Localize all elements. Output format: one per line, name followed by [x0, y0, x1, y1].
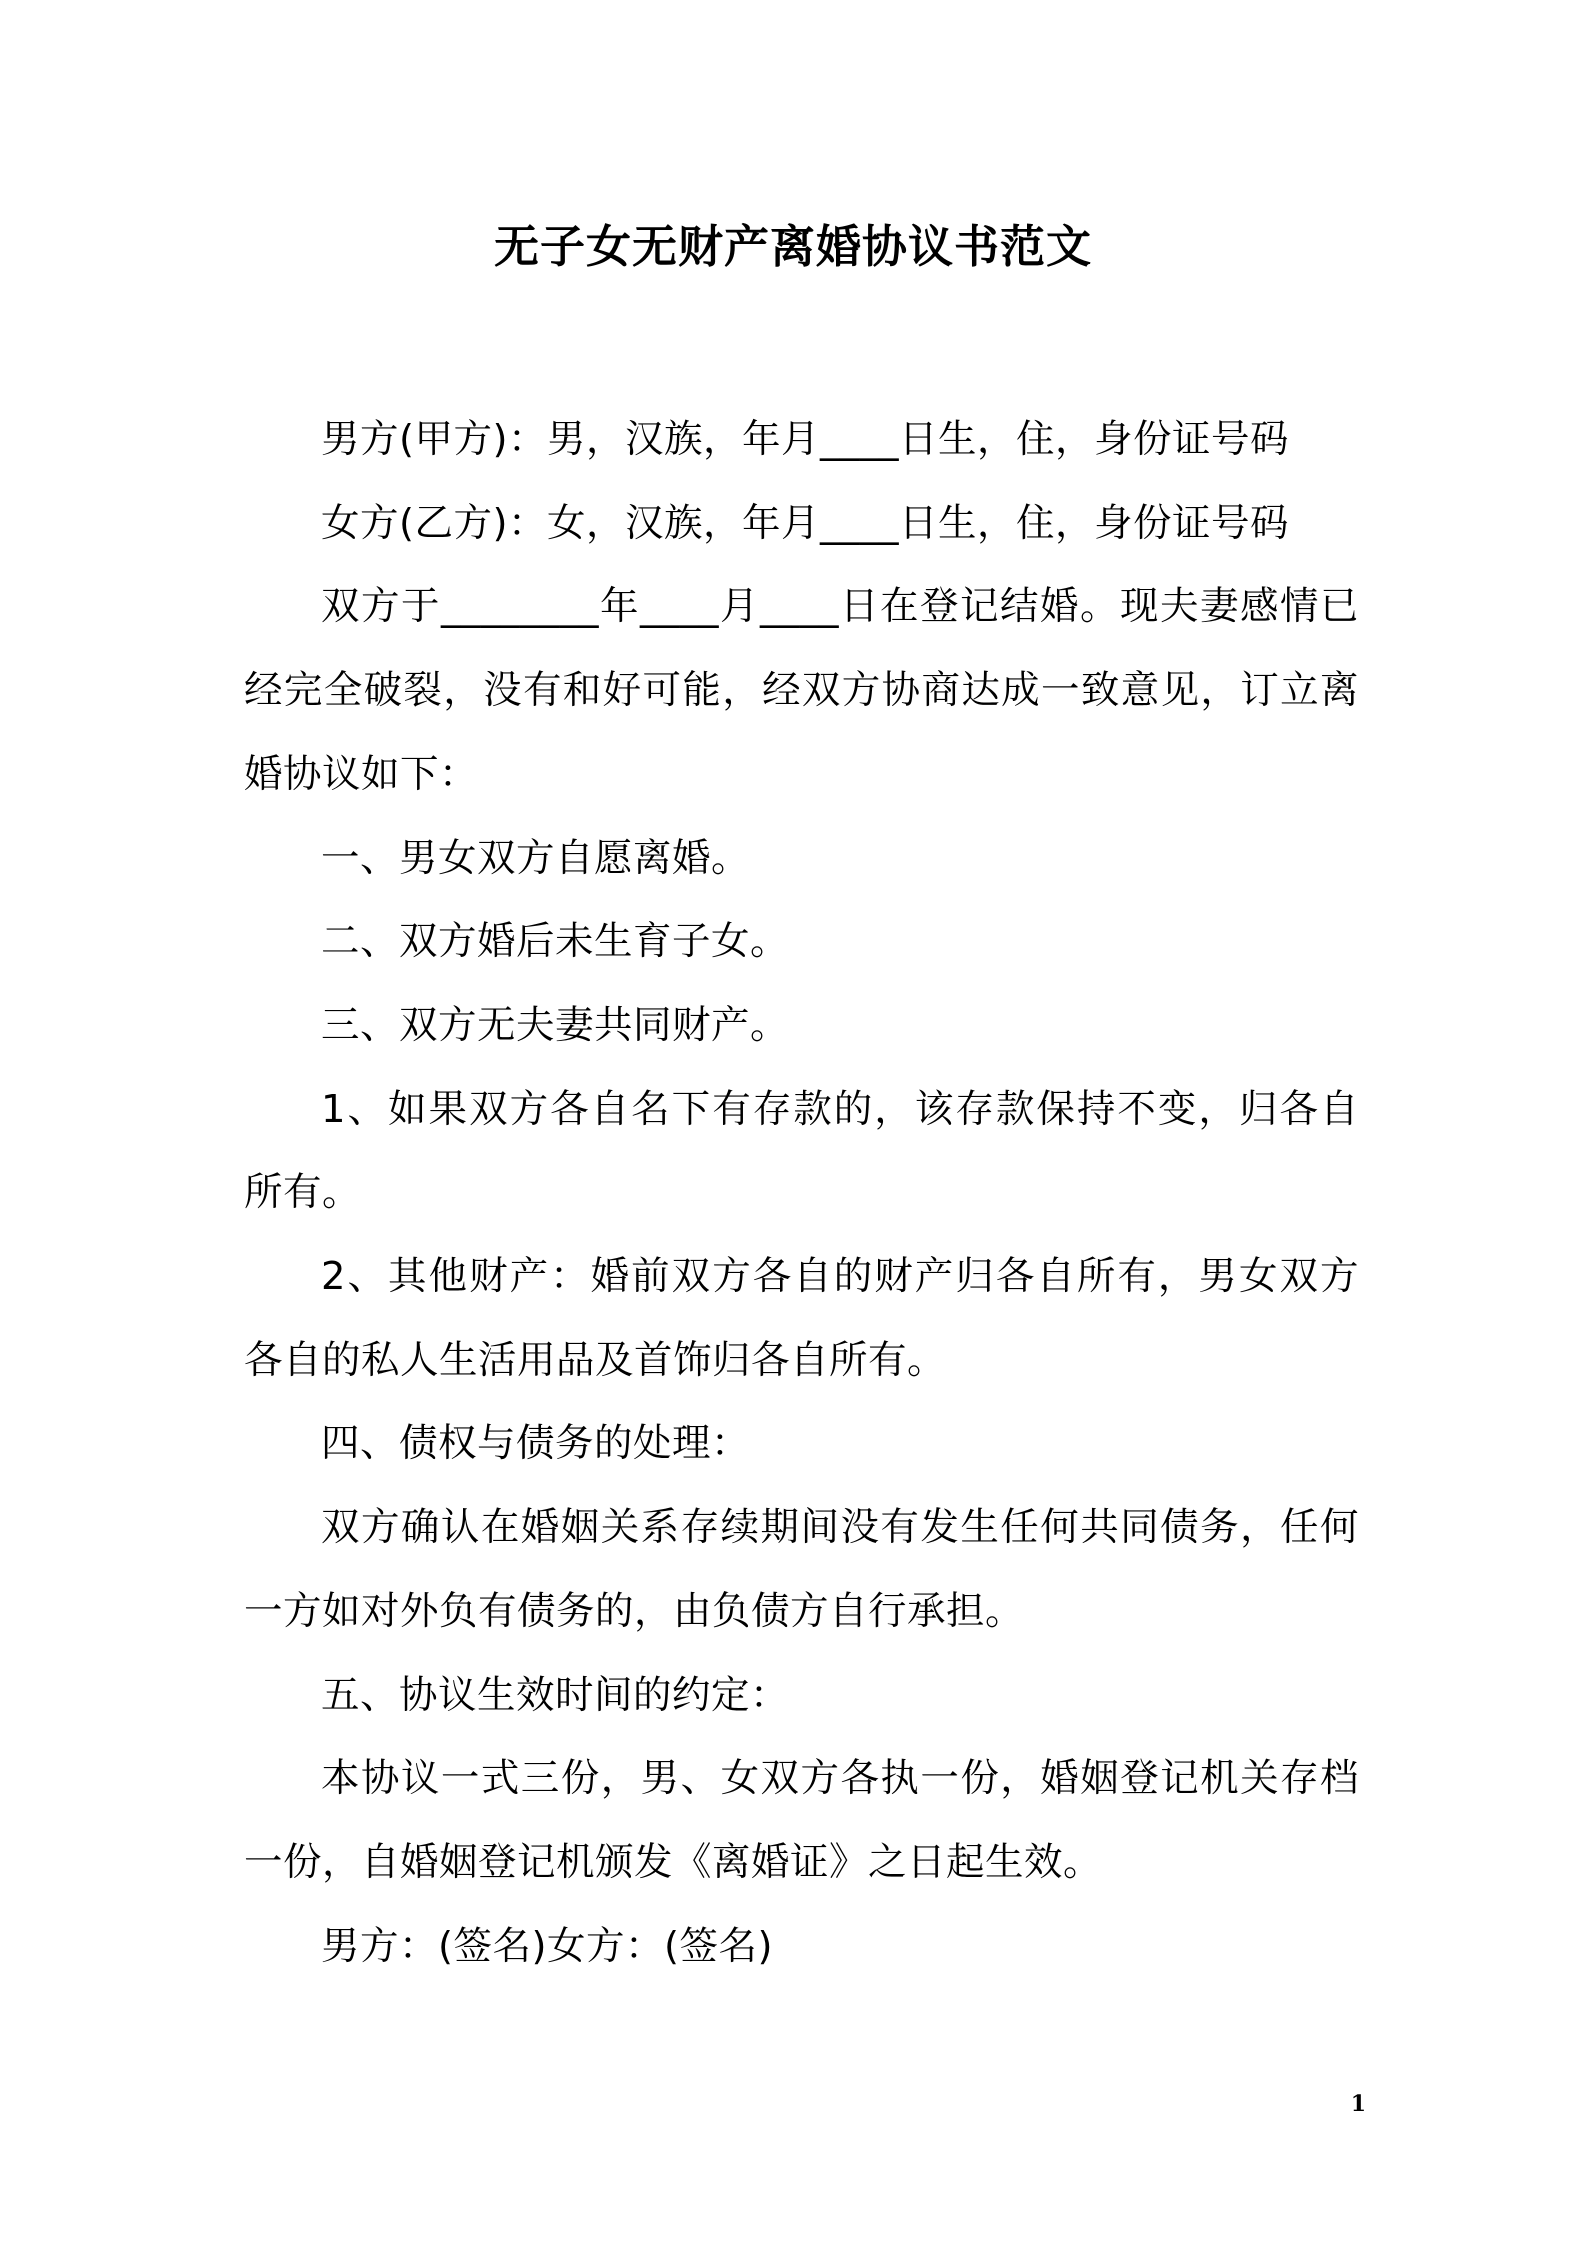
paragraph-clause-2: 二、双方婚后未生育子女。 [321, 919, 790, 965]
document-body [244, 398, 1359, 1988]
paragraph-clause-5-detail: 本协议一式三份，男、女双方各执一份，婚姻登记机关存档一份，自婚姻登记机颁发《离婚证》之日起生效。 [244, 1756, 1359, 1885]
paragraph-clause-4-detail: 双方确认在婚姻关系存续期间没有发生任何共同债务，任何一方如对外负有债务的，由负债方自行承担。 [244, 1505, 1359, 1634]
paragraph-clause-3-item-1: 1、如果双方各自名下有存款的，该存款保持不变，归各自所有。 [244, 1086, 1359, 1216]
paragraph-clause-1: 一、男女双方自愿离婚。 [321, 835, 751, 881]
paragraph-preamble: 双方于________年____月____日在登记结婚。现夫妻感情已经完全破裂，没有和好可能，经双方协商达成一致意见，订立离婚协议如下： [244, 584, 1359, 797]
paragraph-clause-3: 三、双方无夫妻共同财产。 [321, 1002, 790, 1048]
paragraph-clause-3-item-2: 2、其他财产：婚前双方各自的财产归各自所有，男女双方各自的私人生活用品及首饰归各自所有。 [244, 1254, 1359, 1383]
paragraph-clause-5: 五、协议生效时间的约定： [321, 1672, 790, 1718]
paragraph-clause-4: 四、债权与债务的处理： [321, 1421, 751, 1467]
paragraph-female-party: 女方(乙方)：女，汉族，年月____日生，住，身份证号码 [321, 500, 1290, 546]
paragraph-male-party: 男方(甲方)：男，汉族，年月____日生，住，身份证号码 [321, 417, 1290, 462]
paragraph-signatures: 男方：(签名)女方：(签名) [321, 1923, 774, 1969]
document-title: 无子女无财产离婚协议书范文 [493, 220, 1092, 273]
page-number: 1 [1350, 2091, 1366, 2117]
